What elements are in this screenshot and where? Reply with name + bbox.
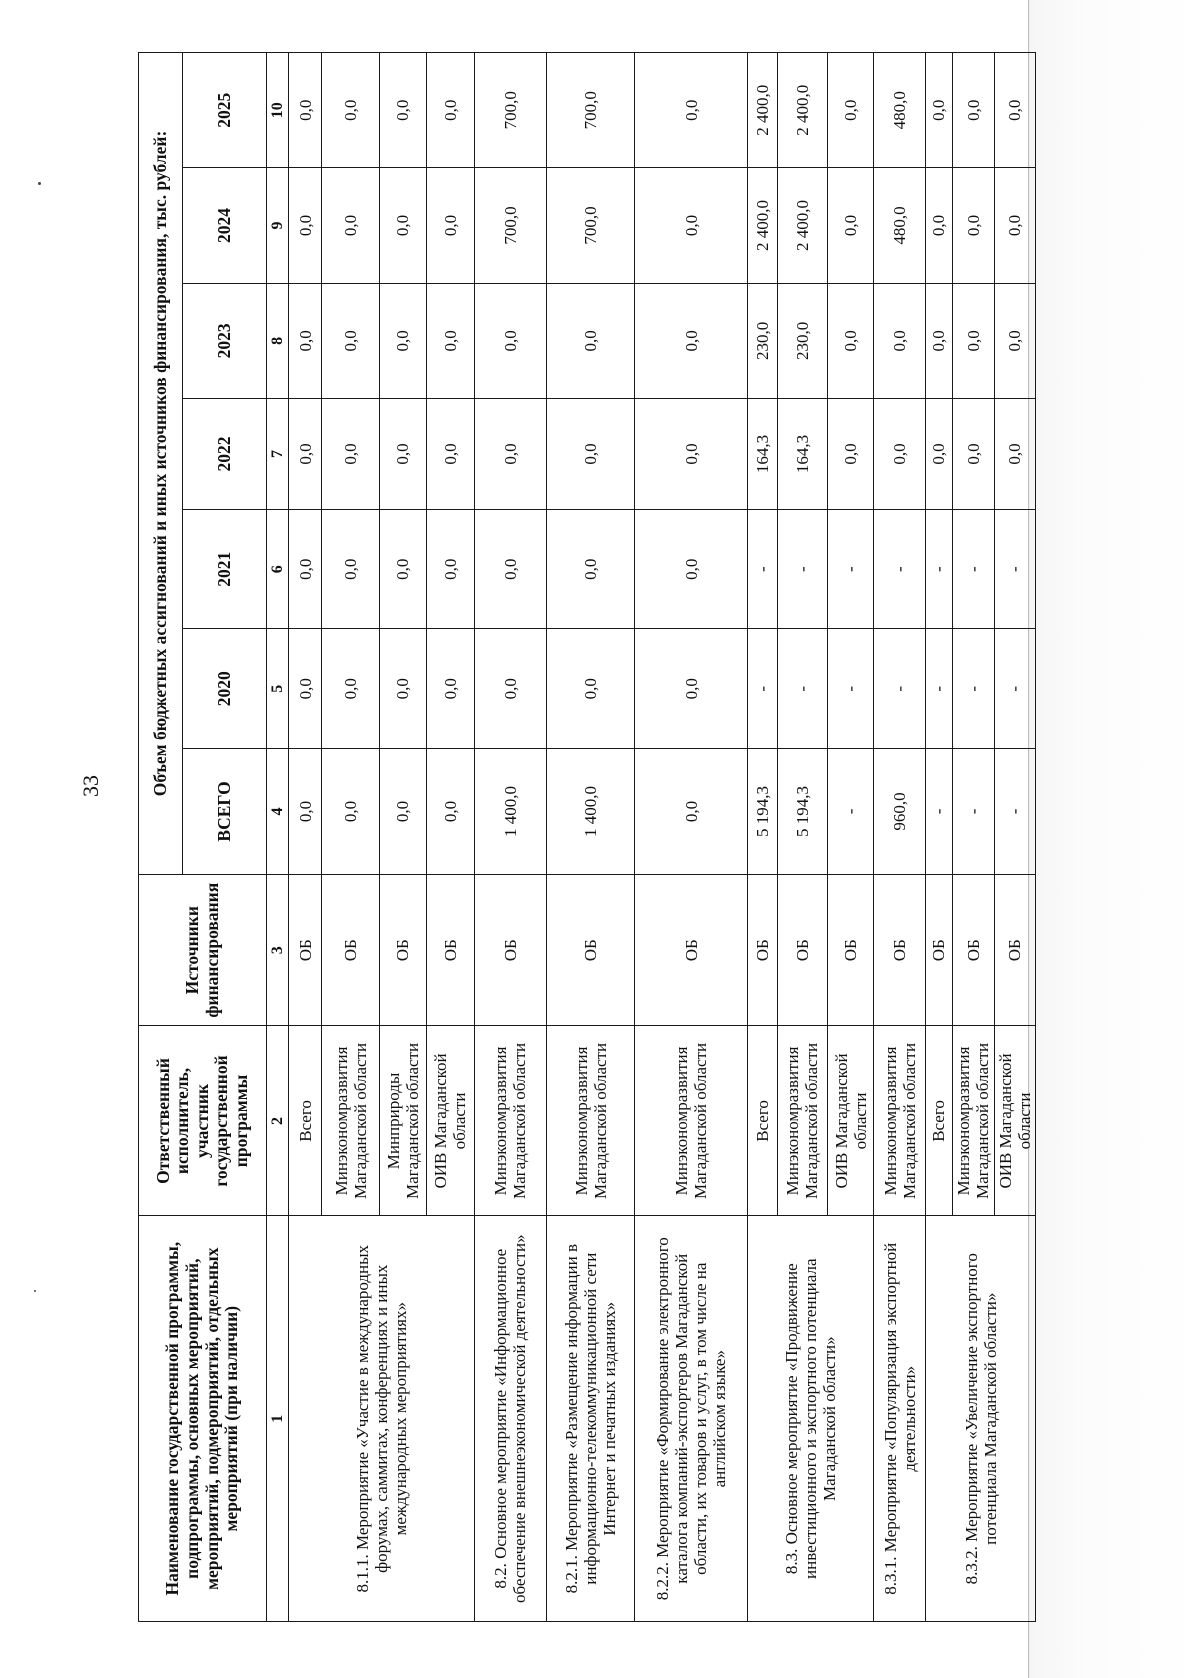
value-cell: 0,0 — [380, 509, 426, 629]
column-number: 4 — [267, 748, 289, 874]
executor: ОИВ Магаданской области — [994, 1026, 1035, 1216]
value-cell: - — [874, 509, 926, 629]
value-cell: - — [777, 629, 827, 749]
value-cell: 0,0 — [546, 629, 634, 749]
value-cell: 0,0 — [994, 398, 1035, 509]
value-cell: 0,0 — [289, 168, 322, 283]
executor: Минэкономразвития Магаданской области — [322, 1026, 380, 1216]
source: ОБ — [426, 874, 474, 1026]
header-total: ВСЕГО — [183, 748, 267, 874]
value-cell: - — [828, 629, 874, 749]
value-total: 0,0 — [289, 748, 322, 874]
scan-speck — [38, 182, 41, 185]
value-cell: 0,0 — [994, 283, 1035, 398]
value-cell: - — [747, 629, 777, 749]
source: ОБ — [994, 874, 1035, 1026]
source: ОБ — [635, 874, 747, 1026]
value-cell: - — [874, 629, 926, 749]
scan-speck — [34, 1290, 36, 1292]
executor: Всего — [747, 1026, 777, 1216]
value-cell: 0,0 — [994, 53, 1035, 168]
value-cell: - — [952, 629, 994, 749]
activity-name: 8.2.2. Мероприятие «Формирование электронного каталога компаний-экспортеров Магаданской области, их товаров и услуг, в том числе на английском языке» — [635, 1216, 747, 1622]
value-total: - — [952, 748, 994, 874]
activity-name: 8.3. Основное мероприятие «Продвижение инвестиционного и экспортного потенциала Магаданской области» — [747, 1216, 873, 1622]
value-cell: 700,0 — [546, 168, 634, 283]
source: ОБ — [546, 874, 634, 1026]
value-cell: 0,0 — [380, 53, 426, 168]
header-year: 2024 — [183, 168, 267, 283]
value-cell: - — [952, 509, 994, 629]
value-cell: 0,0 — [289, 283, 322, 398]
value-cell: 0,0 — [952, 283, 994, 398]
budget-table — [138, 52, 1036, 1622]
executor: Минэкономразвития Магаданской области — [874, 1026, 926, 1216]
value-cell: 0,0 — [474, 509, 546, 629]
source: ОБ — [289, 874, 322, 1026]
value-total: 5 194,3 — [747, 748, 777, 874]
header-name: Наименование государственной программы, подпрограммы, основных мероприятий, мероприятий, подмероприятий, отдельных мероприятий (при наличии) — [139, 1216, 267, 1622]
value-total: 1 400,0 — [474, 748, 546, 874]
value-cell: 0,0 — [952, 53, 994, 168]
executor: Минприроды Магаданской области — [380, 1026, 426, 1216]
value-total: - — [994, 748, 1035, 874]
value-cell: 2 400,0 — [747, 53, 777, 168]
value-cell: 0,0 — [474, 398, 546, 509]
value-total: 1 400,0 — [546, 748, 634, 874]
value-cell: 0,0 — [635, 168, 747, 283]
value-cell: 0,0 — [322, 509, 380, 629]
page-number: 33 — [78, 775, 103, 797]
value-cell: 230,0 — [747, 283, 777, 398]
value-total: - — [926, 748, 952, 874]
header-source: Источники финансирования — [139, 874, 267, 1026]
value-cell: 0,0 — [289, 398, 322, 509]
value-total: 0,0 — [322, 748, 380, 874]
value-cell: - — [926, 629, 952, 749]
value-cell: - — [994, 509, 1035, 629]
source: ОБ — [874, 874, 926, 1026]
executor: Минэкономразвития Магаданской области — [474, 1026, 546, 1216]
value-cell: 0,0 — [426, 283, 474, 398]
value-cell: 0,0 — [322, 629, 380, 749]
value-total: 5 194,3 — [777, 748, 827, 874]
value-cell: 0,0 — [828, 168, 874, 283]
value-cell: 0,0 — [474, 629, 546, 749]
value-cell: 164,3 — [747, 398, 777, 509]
value-cell: 0,0 — [926, 283, 952, 398]
value-cell: 0,0 — [322, 168, 380, 283]
value-cell: 230,0 — [777, 283, 827, 398]
executor: Минэкономразвития Магаданской области — [546, 1026, 634, 1216]
value-cell: 480,0 — [874, 53, 926, 168]
executor: ОИВ Магаданской области — [828, 1026, 874, 1216]
value-total: 960,0 — [874, 748, 926, 874]
rotated-table-wrapper — [138, 52, 1036, 1622]
column-number: 5 — [267, 629, 289, 749]
value-cell: 2 400,0 — [777, 53, 827, 168]
value-cell: 0,0 — [635, 629, 747, 749]
value-cell: 0,0 — [926, 53, 952, 168]
value-cell: 0,0 — [426, 168, 474, 283]
executor: Минэкономразвития Магаданской области — [952, 1026, 994, 1216]
source: ОБ — [322, 874, 380, 1026]
header-year: 2023 — [183, 283, 267, 398]
value-cell: - — [747, 509, 777, 629]
executor: Минэкономразвития Магаданской области — [635, 1026, 747, 1216]
value-cell: 700,0 — [546, 53, 634, 168]
value-cell: 0,0 — [322, 283, 380, 398]
column-number: 1 — [267, 1216, 289, 1622]
value-cell: 0,0 — [426, 629, 474, 749]
source: ОБ — [952, 874, 994, 1026]
value-cell: 0,0 — [426, 53, 474, 168]
value-cell: 0,0 — [994, 168, 1035, 283]
value-total: 0,0 — [635, 748, 747, 874]
value-cell: - — [994, 629, 1035, 749]
value-cell: - — [926, 509, 952, 629]
value-cell: 0,0 — [546, 398, 634, 509]
value-cell: 0,0 — [635, 509, 747, 629]
value-cell: 0,0 — [380, 168, 426, 283]
column-number: 9 — [267, 168, 289, 283]
scan-edge-shade — [1028, 0, 1200, 1678]
value-total: - — [828, 748, 874, 874]
value-cell: 0,0 — [546, 283, 634, 398]
value-cell: 0,0 — [474, 283, 546, 398]
value-cell: 0,0 — [426, 398, 474, 509]
executor: Всего — [289, 1026, 322, 1216]
value-cell: 0,0 — [380, 398, 426, 509]
activity-name: 8.2.1. Мероприятие «Размещение информации в информационно-телекоммуникационной сети Интернет и печатных изданиях» — [546, 1216, 634, 1622]
value-cell: 0,0 — [426, 509, 474, 629]
activity-name: 8.2. Основное мероприятие «Информационное обеспечение внешнеэкономической деятельности» — [474, 1216, 546, 1622]
activity-name: 8.3.1. Мероприятие «Популяризация экспортной деятельности» — [874, 1216, 926, 1622]
value-cell: 0,0 — [952, 398, 994, 509]
value-cell: 0,0 — [546, 509, 634, 629]
executor: Минэкономразвития Магаданской области — [777, 1026, 827, 1216]
value-cell: 0,0 — [926, 168, 952, 283]
value-cell: 0,0 — [322, 398, 380, 509]
header-volume: Объем бюджетных ассигнований и иных источников финансирования, тыс. рублей: — [139, 53, 183, 875]
source: ОБ — [777, 874, 827, 1026]
column-number: 2 — [267, 1026, 289, 1216]
column-number: 3 — [267, 874, 289, 1026]
value-cell: 0,0 — [322, 53, 380, 168]
value-cell: 0,0 — [926, 398, 952, 509]
value-cell: 0,0 — [289, 509, 322, 629]
value-cell: 0,0 — [828, 398, 874, 509]
source: ОБ — [747, 874, 777, 1026]
value-cell: - — [777, 509, 827, 629]
value-cell: 0,0 — [828, 53, 874, 168]
source: ОБ — [474, 874, 546, 1026]
activity-name: 8.3.2. Мероприятие «Увеличение экспортного потенциала Магаданской области» — [926, 1216, 1036, 1622]
executor: Всего — [926, 1026, 952, 1216]
header-year: 2020 — [183, 629, 267, 749]
value-cell: 2 400,0 — [747, 168, 777, 283]
value-total: 0,0 — [426, 748, 474, 874]
source: ОБ — [828, 874, 874, 1026]
value-cell: 2 400,0 — [777, 168, 827, 283]
source: ОБ — [380, 874, 426, 1026]
header-year: 2022 — [183, 398, 267, 509]
value-cell: 0,0 — [380, 629, 426, 749]
value-cell: 700,0 — [474, 53, 546, 168]
source: ОБ — [926, 874, 952, 1026]
value-cell: 0,0 — [874, 398, 926, 509]
column-number: 10 — [267, 53, 289, 168]
value-cell: 0,0 — [635, 283, 747, 398]
value-total: 0,0 — [380, 748, 426, 874]
value-cell: 700,0 — [474, 168, 546, 283]
value-cell: 0,0 — [380, 283, 426, 398]
value-cell: 164,3 — [777, 398, 827, 509]
value-cell: 480,0 — [874, 168, 926, 283]
column-number: 6 — [267, 509, 289, 629]
column-number: 8 — [267, 283, 289, 398]
value-cell: 0,0 — [874, 283, 926, 398]
activity-name: 8.1.1. Мероприятие «Участие в международных форумах, саммитах, конференциях и иных международных мероприятиях» — [289, 1216, 475, 1622]
value-cell: 0,0 — [828, 283, 874, 398]
value-cell: 0,0 — [952, 168, 994, 283]
value-cell: 0,0 — [289, 629, 322, 749]
executor: ОИВ Магаданской области — [426, 1026, 474, 1216]
value-cell: 0,0 — [635, 53, 747, 168]
value-cell: 0,0 — [289, 53, 322, 168]
header-executor: Ответственный исполнитель, участник государственной программы — [139, 1026, 267, 1216]
column-number: 7 — [267, 398, 289, 509]
value-cell: - — [828, 509, 874, 629]
value-cell: 0,0 — [635, 398, 747, 509]
header-year: 2025 — [183, 53, 267, 168]
header-year: 2021 — [183, 509, 267, 629]
